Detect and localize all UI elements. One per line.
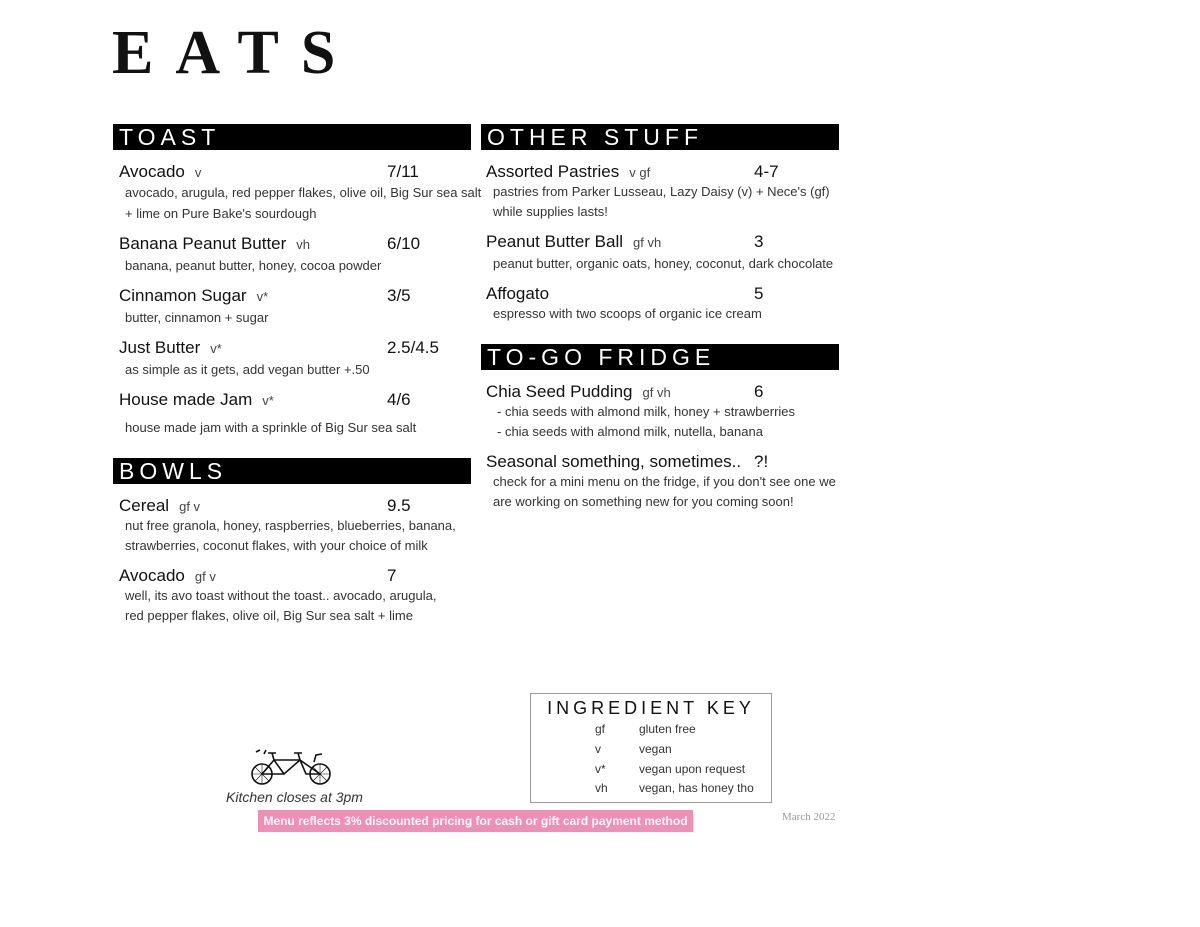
section-heading-bowls: BOWLS <box>113 458 471 484</box>
menu-item-price: 3/5 <box>387 286 411 305</box>
key-code: gf <box>595 722 606 736</box>
menu-item-description: - chia seeds with almond milk, honey + strawberries <box>497 404 796 419</box>
diet-tags: gf vh <box>642 385 671 400</box>
menu-item-description: + lime on Pure Bake's sourdough <box>125 206 317 221</box>
menu-item-description: nut free granola, honey, raspberries, blueberries, banana, <box>125 518 456 533</box>
menu-item-description: avocado, arugula, red pepper flakes, olive oil, Big Sur sea salt <box>125 185 482 200</box>
menu-item-name: Peanut Butter Ball gf vh <box>486 232 662 251</box>
menu-date: March 2022 <box>782 811 836 823</box>
diet-tags: gf v <box>194 569 216 584</box>
menu-item-price: 4/6 <box>387 390 411 409</box>
diet-tags: gf vh <box>633 235 662 250</box>
menu-item-description: butter, cinnamon + sugar <box>125 310 269 325</box>
menu-item-description: red pepper flakes, olive oil, Big Sur sea salt + lime <box>125 608 413 623</box>
key-meaning: vegan <box>639 742 672 756</box>
diet-tags: v gf <box>629 165 651 180</box>
diet-tags: v* <box>256 289 269 304</box>
section-heading-other-stuff: OTHER STUFF <box>481 124 839 150</box>
menu-item-name: Cereal gf v <box>119 496 201 515</box>
key-code: v <box>595 742 601 756</box>
diet-tags: v* <box>262 393 274 408</box>
key-code: vh <box>595 781 608 795</box>
menu-item-description: peanut butter, organic oats, honey, coconut, dark chocolate <box>493 256 834 271</box>
kitchen-hours-note: Kitchen closes at 3pm <box>226 789 363 805</box>
menu-item-description: check for a mini menu on the fridge, if you don't see one we <box>493 474 836 489</box>
menu-item-price: 6/10 <box>387 234 421 253</box>
diet-tags: gf v <box>179 499 201 514</box>
menu-item-description: well, its avo toast without the toast.. avocado, arugula, <box>125 588 437 603</box>
menu-item-price: 6 <box>754 382 764 401</box>
menu-item-description: banana, peanut butter, honey, cocoa powder <box>125 258 382 273</box>
menu-item-name: Affogato <box>486 284 550 303</box>
diet-tags: vh <box>296 237 311 252</box>
section-heading-to-go-fridge: TO-GO FRIDGE <box>481 344 839 370</box>
menu-item-description: as simple as it gets, add vegan butter +.50 <box>125 362 370 377</box>
menu-item-name: Avocado gf v <box>119 566 216 585</box>
menu-item-description: house made jam with a sprinkle of Big Sur sea salt <box>125 420 417 435</box>
key-code: v* <box>595 762 606 776</box>
menu-item-description: are working on something new for you coming soon! <box>493 494 794 509</box>
menu-item-name: Chia Seed Pudding gf vh <box>486 382 671 401</box>
diet-tags: v <box>194 165 202 180</box>
menu-item-name: House made Jam v* <box>119 390 274 409</box>
menu-item-price: 9.5 <box>387 496 411 515</box>
menu-item-name: Assorted Pastries v gf <box>486 162 651 181</box>
menu-item-price: 7 <box>387 566 397 585</box>
key-meaning: vegan upon request <box>639 762 746 776</box>
menu-item-description: pastries from Parker Lusseau, Lazy Daisy (v) + Nece's (gf) <box>493 184 830 199</box>
menu-item-description: - chia seeds with almond milk, nutella, banana <box>497 424 763 439</box>
menu-item-name: Avocado v <box>119 162 202 181</box>
menu-item-price: 5 <box>754 284 764 303</box>
menu-item-description: espresso with two scoops of organic ice cream <box>493 306 762 321</box>
menu-item-price: 4-7 <box>754 162 779 181</box>
diet-tags: v* <box>210 341 222 356</box>
menu-item-description: strawberries, coconut flakes, with your choice of milk <box>125 538 428 553</box>
ingredient-key-box <box>530 693 772 803</box>
menu-title: EATS <box>112 19 358 87</box>
menu-item-price: 3 <box>754 232 764 251</box>
pricing-banner: Menu reflects 3% discounted pricing for cash or gift card payment method <box>258 810 693 832</box>
menu-item-price: 2.5/4.5 <box>387 338 439 357</box>
menu-item-name: Cinnamon Sugar v* <box>119 286 269 305</box>
key-meaning: gluten free <box>639 722 696 736</box>
tandem-bicycle-icon <box>248 746 336 786</box>
key-meaning: vegan, has honey tho <box>639 781 754 795</box>
menu-item-name: Just Butter v* <box>119 338 222 357</box>
menu-item-price: 7/11 <box>387 162 419 181</box>
menu-item-name: Seasonal something, sometimes.. <box>486 452 742 471</box>
menu-item-price: ?! <box>754 452 769 471</box>
menu-item-name: Banana Peanut Butter vh <box>119 234 311 253</box>
ingredient-key-title: INGREDIENT KEY <box>547 698 755 718</box>
menu-item-description: while supplies lasts! <box>493 204 608 219</box>
section-heading-toast: TOAST <box>113 124 471 150</box>
